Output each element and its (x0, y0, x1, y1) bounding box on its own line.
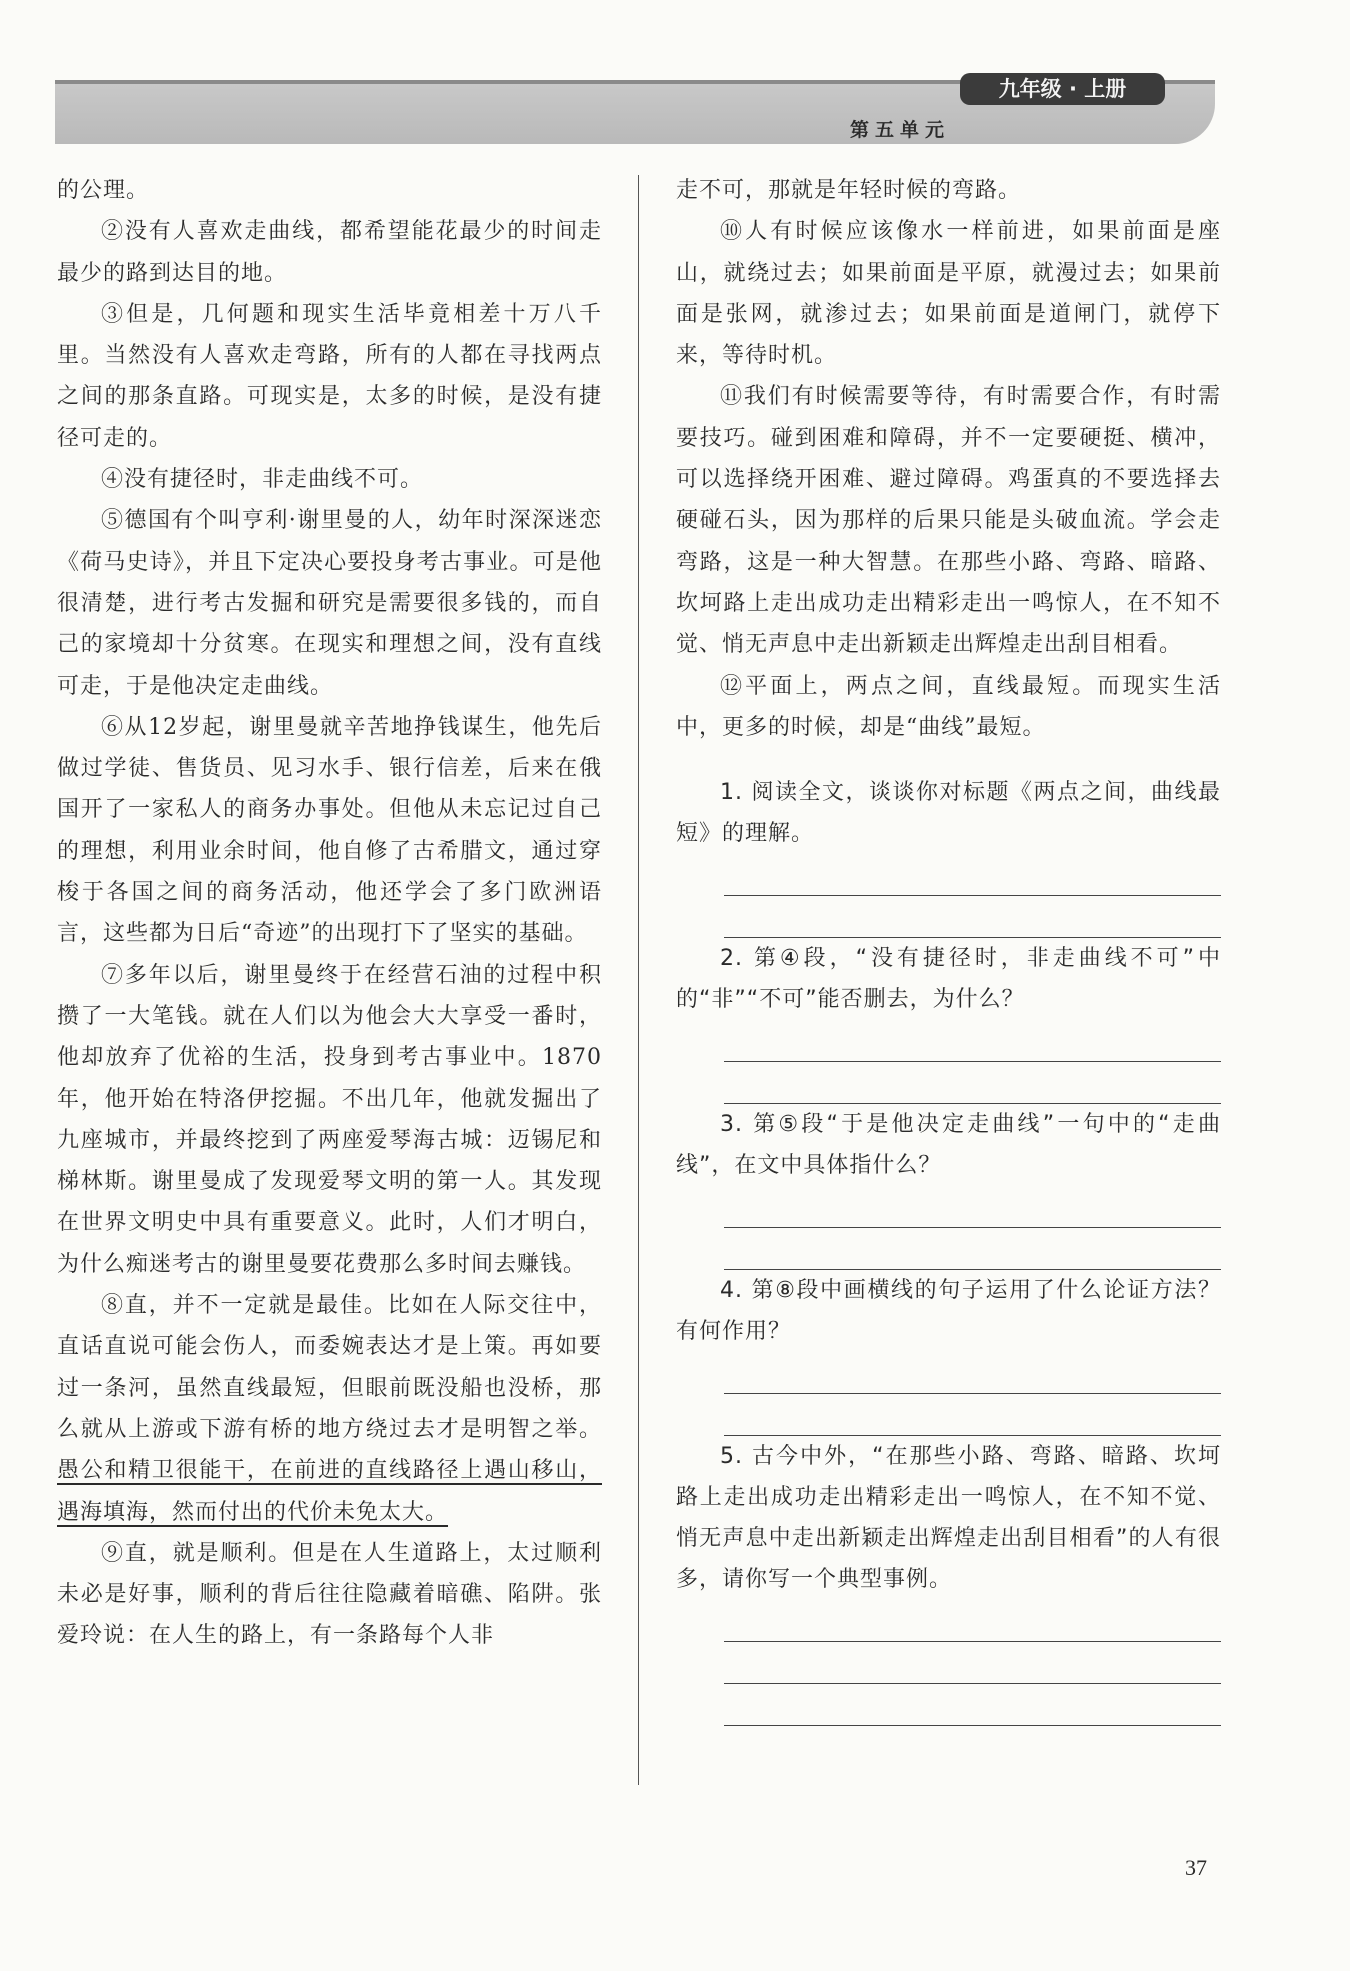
question-5 (676, 1436, 1221, 1726)
question-text: 3. 第⑤段“于是他决定走曲线”一句中的“走曲线”，在文中具体指什么？ (676, 1112, 1221, 1179)
column-divider (638, 175, 639, 1785)
answer-line[interactable] (724, 1600, 1221, 1642)
question-text: 2. 第④段，“没有捷径时，非走曲线不可”中的“非”“不可”能否删去，为什么？ (676, 946, 1221, 1013)
question-3 (676, 1104, 1221, 1270)
question-1 (676, 772, 1221, 938)
answer-line[interactable] (724, 1020, 1221, 1062)
answer-line[interactable] (724, 1352, 1221, 1394)
answer-line[interactable] (724, 1186, 1221, 1228)
paragraph-12: ⑫平面上，两点之间，直线最短。而现实生活中，更多的时候，却是“曲线”最短。 (676, 673, 1221, 740)
paragraph-7: ⑦多年以后，谢里曼终于在经营石油的过程中积攒了一大笔钱。就在人们以为他会大大享受一番时，他却放弃了优裕的生活，投身到考古事业中。1870年，他开始在特洛伊挖掘。不出几年，他就发掘出了九座城市，并最终挖到了两座爱琴海古城：迈锡尼和梯林斯。谢里曼成了发现爱琴文明的第一人。其发现在世界文明史中具有重要意义。此时，人们才明白，为什么痴迷考古的谢里曼要花费那么多时间去赚钱。 (57, 962, 602, 1277)
answer-line[interactable] (724, 854, 1221, 896)
underlined-sentence: 愚公和精卫很能干，在前进的直线路径上遇山移山，遇海填海，然而付出的代价未免太大。 (57, 1458, 602, 1525)
paragraph-1-tail: 的公理。 (57, 178, 150, 203)
answer-line[interactable] (724, 896, 1221, 938)
question-2 (676, 938, 1221, 1104)
question-text: 1. 阅读全文，谈谈你对标题《两点之间，曲线最短》的理解。 (676, 780, 1221, 847)
answer-line[interactable] (724, 1062, 1221, 1104)
paragraph-8 (57, 1285, 602, 1533)
paragraph-5: ⑤德国有个叫亨利·谢里曼的人，幼年时深深迷恋《荷马史诗》，并且下定决心要投身考古事业。可是他很清楚，进行考古发掘和研究是需要很多钱的，而自己的家境却十分贫寒。在现实和理想之间，没有直线可走，于是他决定走曲线。 (57, 508, 602, 699)
paragraph-11: ⑪我们有时候需要等待，有时需要合作，有时需要技巧。碰到困难和障碍，并不一定要硬挺、横冲，可以选择绕开困难、避过障碍。鸡蛋真的不要选择去硬碰石头，因为那样的后果只能是头破血流。学会走弯路，这是一种大智慧。在那些小路、弯路、暗路、坎坷路上走出成功走出精彩走出一鸣惊人，在不知不觉、悄无声息中走出新颖走出辉煌走出刮目相看。 (676, 384, 1221, 658)
paragraph-6: ⑥从12岁起，谢里曼就辛苦地挣钱谋生，他先后做过学徒、售货员、见习水手、银行信差，后来在俄国开了一家私人的商务办事处。但他从未忘记过自己的理想，利用业余时间，他自修了古希腊文，通过穿梭于各国之间的商务活动，他还学会了多门欧洲语言，这些都为日后“奇迹”的出现打下了坚实的基础。 (57, 714, 602, 947)
page-number: 37 (1185, 1855, 1207, 1880)
paragraph-2: ②没有人喜欢走曲线，都希望能花最少的时间走最少的路到达目的地。 (57, 219, 602, 286)
answer-line[interactable] (724, 1228, 1221, 1270)
answer-line[interactable] (724, 1684, 1221, 1726)
unit-title: 第五单元 (849, 119, 950, 141)
paragraph-9: ⑨直，就是顺利。但是在人生道路上，太过顺利未必是好事，顺利的背后往往隐藏着暗礁、陷阱。张爱玲说：在人生的路上，有一条路每个人非 (57, 1540, 602, 1649)
paragraph-10: ⑩人有时候应该像水一样前进，如果前面是座山，就绕过去；如果前面是平原，就漫过去；如果前面是张网，就渗过去；如果前面是道闸门，就停下来，等待时机。 (676, 219, 1221, 369)
answer-line[interactable] (724, 1642, 1221, 1684)
question-text: 5. 古今中外，“在那些小路、弯路、暗路、坎坷路上走出成功走出精彩走出一鸣惊人，在不知不觉、悄无声息中走出新颖走出辉煌走出刮目相看”的人有很多，请你写一个典型事例。 (676, 1444, 1221, 1593)
paragraph-9-continued: 走不可，那就是年轻时候的弯路。 (676, 178, 1022, 203)
answer-line[interactable] (724, 1394, 1221, 1436)
paragraph-4: ④没有捷径时，非走曲线不可。 (101, 467, 424, 493)
left-column (57, 170, 602, 1657)
question-4 (676, 1270, 1221, 1436)
right-column (676, 170, 1221, 1726)
paragraph-3: ③但是，几何题和现实生活毕竟相差十万八千里。当然没有人喜欢走弯路，所有的人都在寻找两点之间的那条直路。可现实是，太多的时候，是没有捷径可走的。 (57, 301, 602, 451)
grade-badge: 九年级 · 上册 (960, 73, 1165, 105)
question-text: 4. 第⑧段中画横线的句子运用了什么论证方法？有何作用？ (676, 1278, 1221, 1345)
paragraph-8-text: ⑧直，并不一定就是最佳。比如在人际交往中，直话直说可能会伤人，而委婉表达才是上策。再如要过一条河，虽然直线最短，但眼前既没船也没桥，那么就从上游或下游有桥的地方绕过去才是明智之举。 (57, 1293, 602, 1442)
